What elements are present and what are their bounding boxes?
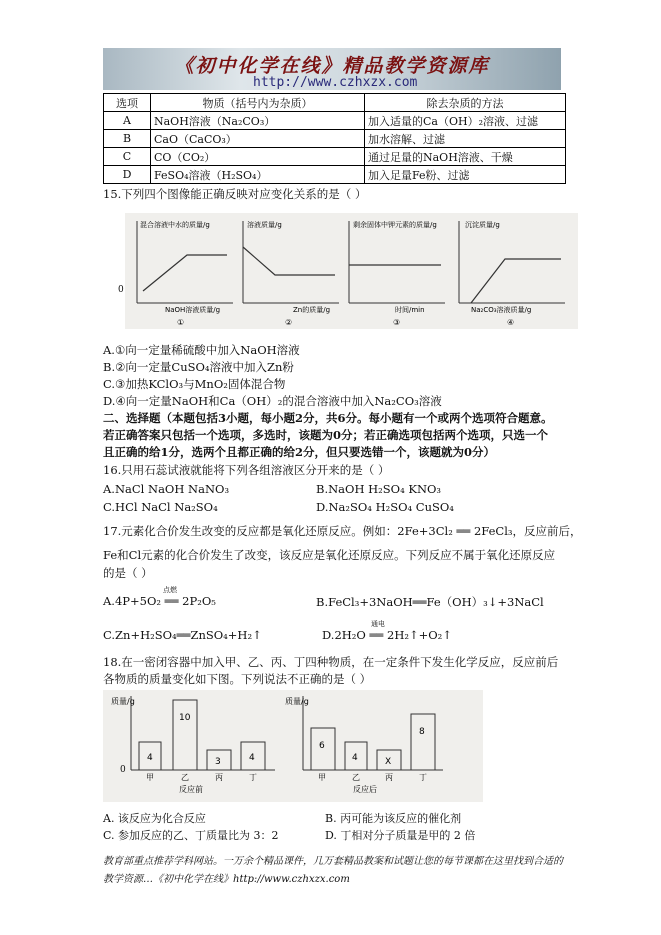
footer-line1: 教育部重点推荐学科网站。一万余个精品课件，几万套精品教案和试题让您的每节课都在这里找到合适的 [103, 856, 563, 867]
q15-graphs [125, 213, 578, 329]
q18-bar-charts [103, 690, 483, 802]
chart-before-ylabel: 质量/g [111, 697, 135, 706]
table-cell: NaOH溶液（Na₂CO₃） [151, 112, 365, 130]
q18-option-b: B. 丙可能为该反应的催化剂 [325, 812, 462, 825]
category-label: 丙 [215, 773, 223, 782]
chart-after-label: 反应后 [353, 785, 377, 794]
graph-3-num: ③ [393, 318, 401, 327]
category-label: 甲 [146, 773, 154, 782]
q18-line2: 各物质的质量变化如下图。下列说法不正确的是（ ） [103, 672, 372, 686]
table-header-cell: 物质（括号内为杂质） [151, 94, 365, 112]
table-cell: CaO（CaCO₃） [151, 130, 365, 148]
graph-3-ylabel: 剩余固体中钾元素的质量/g [353, 221, 437, 229]
bar-label: 10 [179, 713, 191, 723]
table-cell: D [104, 166, 151, 184]
q15-stem: 15.下列四个图像能正确反映对应变化关系的是（ ） [103, 187, 367, 201]
graph-4-num: ④ [507, 318, 515, 327]
q15-origin: 0 [118, 285, 124, 295]
category-label: 丁 [419, 773, 427, 782]
category-label: 乙 [181, 773, 189, 782]
graph-2 [243, 220, 339, 327]
table-cell: 加入适量的Ca（OH）₂溶液、过滤 [365, 112, 566, 130]
footer-line2[interactable]: 教学资源…《初中化学在线》http://www.czhxzx.com [103, 874, 350, 885]
q16-stem: 16.只用石蕊试液就能将下列各组溶液区分开来的是（ ） [103, 463, 390, 477]
section2-line1: 二、选择题（本题包括3小题，每小题2分，共6分。每小题有一个或两个选项符合题意。 [103, 411, 553, 425]
q17-condition-d: 通电 [371, 620, 385, 628]
table-cell: 加入足量Fe粉、过滤 [365, 166, 566, 184]
q15-option-c: C.③加热KClO₃与MnO₂固体混合物 [103, 377, 286, 391]
category-label: 丁 [249, 773, 257, 782]
bar-label: 8 [419, 727, 425, 737]
q15-option-b: B.②向一定量CuSO₄溶液中加入Zn粉 [103, 360, 294, 374]
bar-label: 6 [319, 741, 325, 751]
table-cell: B [104, 130, 151, 148]
bar-after-丁 [411, 714, 435, 770]
q17-option-a: A.4P+5O₂ ══ 2P₂O₅ [103, 594, 216, 608]
table-row [104, 130, 566, 148]
category-label: 甲 [318, 773, 326, 782]
bar-label: 4 [352, 753, 358, 763]
q15-option-a: A.①向一定量稀硫酸中加入NaOH溶液 [103, 343, 300, 357]
q17-option-c: C.Zn+H₂SO₄══ZnSO₄+H₂↑ [103, 628, 262, 642]
q18-bar-svg [103, 690, 483, 802]
graph-4 [459, 220, 565, 327]
graph-1-xlabel: NaOH溶液质量/g [165, 306, 221, 314]
banner-title: 《初中化学在线》精品教学资源库 [174, 55, 490, 77]
chart-after [285, 696, 443, 794]
graph-3-xlabel: 时间/min [395, 306, 425, 314]
q18-origin: 0 [120, 765, 126, 775]
q15-graphs-svg [125, 213, 578, 329]
graph-3 [349, 220, 445, 327]
q17-option-b: B.FeCl₃+3NaOH══Fe（OH）₃↓+3NaCl [316, 595, 544, 609]
q18-option-d: D. 丁相对分子质量是甲的 2 倍 [325, 829, 476, 842]
options-table [103, 93, 566, 184]
chart-after-ylabel: 质量/g [285, 697, 309, 706]
table-cell: FeSO₄溶液（H₂SO₄） [151, 166, 365, 184]
q18-line1: 18.在一密闭容器中加入甲、乙、丙、丁四种物质，在一定条件下发生化学反应，反应前后 [103, 655, 559, 669]
bar-label: 4 [147, 753, 153, 763]
footer [103, 853, 566, 889]
graph-1-ylabel: 混合溶液中水的质量/g [140, 221, 210, 229]
q16-option-d: D.Na₂SO₄ H₂SO₄ CuSO₄ [316, 500, 454, 514]
bar-label: 4 [249, 753, 255, 763]
table-cell: 加水溶解、过滤 [365, 130, 566, 148]
graph-2-xlabel: Zn的质量/g [293, 306, 331, 314]
table-cell: CO（CO₂） [151, 148, 365, 166]
category-label: 丙 [385, 773, 393, 782]
section2-line3: 且正确的给1分，选两个且都正确的给2分，但只要选错一个，该题就为0分） [103, 445, 496, 459]
table-header-row [104, 94, 566, 112]
chart-before-label: 反应前 [179, 785, 203, 794]
q16-option-b: B.NaOH H₂SO₄ KNO₃ [316, 482, 442, 496]
q17-condition-a: 点燃 [163, 586, 177, 594]
table-row [104, 148, 566, 166]
table-cell: C [104, 148, 151, 166]
category-label: 乙 [352, 773, 360, 782]
table-header-cell: 除去杂质的方法 [365, 94, 566, 112]
bar-label: 3 [215, 757, 221, 767]
banner [103, 48, 561, 90]
q17-line3: 的是（ ） [103, 566, 153, 580]
table-cell: 通过足量的NaOH溶液、干燥 [365, 148, 566, 166]
q17-line2: Fe和Cl元素的化合价发生了改变，该反应是氧化还原反应。下列反应不属于氧化还原反应 [103, 548, 556, 562]
graph-2-num: ② [285, 318, 293, 327]
table-row [104, 112, 566, 130]
q17-option-d: D.2H₂O ══ 2H₂↑+O₂↑ [322, 628, 452, 642]
bar-label: X [385, 757, 392, 767]
q16-option-a: A.NaCl NaOH NaNO₃ [103, 482, 230, 496]
section2-line2: 若正确答案只包括一个选项，多选时，该题为0分；若正确选项包括两个选项，只选一个 [103, 428, 548, 442]
graph-4-ylabel: 沉淀质量/g [465, 221, 500, 229]
q18-option-c: C. 参加反应的乙、丁质量比为 3：2 [103, 829, 279, 842]
chart-before [111, 696, 275, 794]
q15-option-d: D.④向一定量NaOH和Ca（OH）₂的混合溶液中加入Na₂CO₃溶液 [103, 394, 442, 408]
graph-1-num: ① [177, 318, 185, 327]
banner-url[interactable]: http://www.czhxzx.com [253, 75, 418, 90]
table-row [104, 166, 566, 184]
q17-line1: 17.元素化合价发生改变的反应都是氧化还原反应。例如：2Fe+3Cl₂ ══ 2FeCl₃，反应前后， [103, 524, 582, 538]
table-header-cell: 选项 [104, 94, 151, 112]
q18-option-a: A. 该反应为化合反应 [103, 812, 206, 825]
table-cell: A [104, 112, 151, 130]
bar-before-乙 [173, 700, 197, 770]
q16-option-c: C.HCl NaCl Na₂SO₄ [103, 500, 218, 514]
graph-4-xlabel: Na₂CO₃溶液质量/g [471, 306, 532, 314]
graph-1 [137, 220, 233, 327]
graph-2-ylabel: 溶液质量/g [247, 221, 282, 229]
